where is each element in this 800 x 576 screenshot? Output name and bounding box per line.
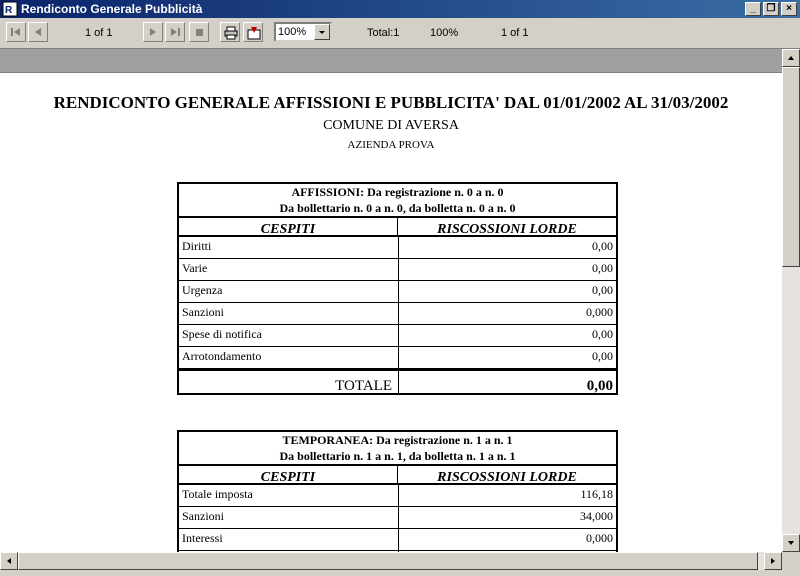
- table-header-line2: Da bollettario n. 0 a n. 0, da bolletta n. 0 a n. 0: [279, 201, 516, 215]
- temporanea-table: [177, 430, 618, 552]
- row-value: 0,00: [592, 261, 613, 275]
- table-row: [179, 507, 616, 529]
- column-header-cespiti: CESPITI: [179, 466, 398, 483]
- row-label: Varie: [179, 259, 399, 280]
- row-label: Sanzioni: [179, 507, 399, 528]
- horizontal-scrollbar[interactable]: [0, 552, 782, 570]
- table-row: [179, 259, 616, 281]
- last-page-button[interactable]: [165, 22, 185, 42]
- total-label: Total:1: [367, 27, 400, 39]
- minimize-button[interactable]: _: [745, 2, 761, 16]
- svg-text:R: R: [5, 5, 13, 16]
- table-row: [179, 237, 616, 259]
- total-row: [179, 369, 616, 393]
- page-navigation-label: 1 of 1: [85, 27, 113, 39]
- previous-page-button[interactable]: [28, 22, 48, 42]
- arrow-right-icon: [765, 553, 781, 569]
- arrow-down-icon: [783, 535, 799, 551]
- table-header-line1: TEMPORANEA: Da registrazione n. 1 a n. 1: [282, 433, 513, 447]
- report-title: RENDICONTO GENERALE AFFISSIONI E PUBBLICITA' DAL 01/01/2002 AL 31/03/2002: [53, 93, 729, 112]
- status-strip: [0, 570, 782, 576]
- export-icon: [247, 26, 261, 40]
- column-header-riscossioni: RISCOSSIONI LORDE: [437, 470, 577, 483]
- total-label: TOTALE: [179, 371, 399, 393]
- printer-icon: [224, 26, 238, 40]
- table-row: [179, 529, 616, 551]
- page-status-label: 1 of 1: [501, 27, 529, 39]
- first-page-icon: [10, 26, 22, 38]
- scroll-up-button[interactable]: [782, 49, 800, 67]
- previous-page-icon: [32, 26, 44, 38]
- row-label: Urgenza: [179, 281, 399, 302]
- chevron-down-icon[interactable]: [314, 24, 330, 40]
- table-header: [179, 432, 616, 466]
- app-icon: [2, 1, 18, 17]
- table-row: [179, 325, 616, 347]
- restore-button[interactable]: ❐: [763, 2, 779, 16]
- next-page-button[interactable]: [143, 22, 163, 42]
- row-label: Spese di notifica: [179, 325, 399, 346]
- stop-icon: [193, 26, 205, 38]
- report-municipality: COMUNE DI AVERSA: [323, 118, 459, 133]
- column-header-cespiti: CESPITI: [179, 218, 398, 235]
- last-page-icon: [169, 26, 181, 38]
- table-row: [179, 303, 616, 325]
- table-header-line1: AFFISSIONI: Da registrazione n. 0 a n. 0: [291, 185, 504, 199]
- affissioni-table: [177, 182, 618, 395]
- total-value: 0,00: [586, 378, 613, 393]
- column-headers: [179, 466, 616, 485]
- horizontal-scroll-thumb[interactable]: [18, 552, 758, 570]
- vertical-scroll-thumb[interactable]: [782, 67, 800, 267]
- zoom-select[interactable]: [274, 22, 332, 42]
- table-row: [179, 347, 616, 369]
- row-value: 0,000: [586, 531, 613, 545]
- scroll-right-button[interactable]: [764, 552, 782, 570]
- row-label: Arrotondamento: [179, 347, 399, 368]
- window-title: Rendiconto Generale Pubblicità: [21, 2, 203, 16]
- row-label: Totale imposta: [179, 485, 399, 506]
- table-header: [179, 184, 616, 218]
- toolbar: [0, 18, 800, 49]
- row-value: 0,00: [592, 327, 613, 341]
- row-label: Sanzioni: [179, 303, 399, 324]
- print-button[interactable]: [220, 22, 240, 42]
- next-page-icon: [147, 26, 159, 38]
- scroll-left-button[interactable]: [0, 552, 18, 570]
- scroll-down-button[interactable]: [782, 534, 800, 552]
- arrow-left-icon: [1, 553, 17, 569]
- first-page-button[interactable]: [6, 22, 26, 42]
- column-header-riscossioni: RISCOSSIONI LORDE: [437, 222, 577, 235]
- report-company: AZIENDA PROVA: [347, 139, 435, 151]
- row-value: 116,18: [580, 487, 613, 501]
- arrow-up-icon: [783, 50, 799, 66]
- row-label: Diritti: [179, 237, 399, 258]
- viewer-margin: [0, 49, 782, 73]
- row-value: 0,00: [592, 239, 613, 253]
- vertical-scrollbar[interactable]: [782, 49, 800, 552]
- report-page: [0, 73, 782, 552]
- table-header-line2: Da bollettario n. 1 a n. 1, da bolletta n. 1 a n. 1: [279, 449, 516, 463]
- table-row: [179, 281, 616, 303]
- row-value: 0,00: [592, 283, 613, 297]
- zoom-select-value: 100%: [278, 26, 307, 38]
- row-value: 34,000: [580, 509, 613, 523]
- zoom-status-label: 100%: [430, 27, 459, 39]
- table-row: [179, 485, 616, 507]
- row-value: 0,000: [586, 305, 613, 319]
- column-headers: [179, 218, 616, 237]
- title-bar: [0, 0, 800, 18]
- row-value: 0,00: [592, 349, 613, 363]
- stop-button[interactable]: [189, 22, 209, 42]
- close-button[interactable]: ×: [781, 2, 797, 16]
- scroll-corner: [782, 552, 800, 576]
- row-label: Interessi: [179, 529, 399, 550]
- export-button[interactable]: [243, 22, 263, 42]
